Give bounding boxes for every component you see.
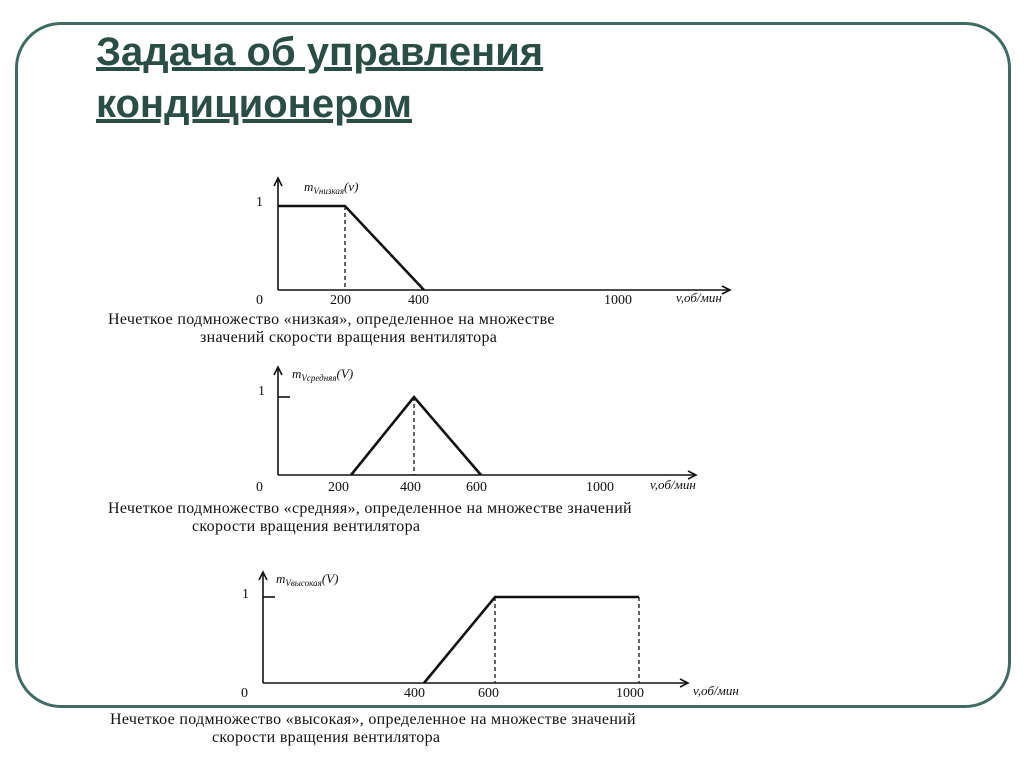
y-label-sub: Vвысокая xyxy=(285,578,322,588)
caption-line-2: скорости вращения вентилятора xyxy=(192,518,421,535)
caption-high xyxy=(110,711,636,747)
y-label-arg: (v) xyxy=(344,179,359,194)
title-line-2: кондиционером xyxy=(96,82,413,126)
caption-low xyxy=(108,311,555,347)
y-tick-one: 1 xyxy=(256,195,263,210)
x-tick: 600 xyxy=(478,686,499,701)
x-axis-unit-label: v,об/мин xyxy=(650,477,696,492)
caption-line-1: Нечеткое подмножество «средняя», определенное на множестве значений xyxy=(108,500,632,517)
title-line-1: Задача об управления xyxy=(96,30,544,74)
origin-label: 0 xyxy=(256,480,263,495)
x-tick: 400 xyxy=(404,686,425,701)
x-tick: 1000 xyxy=(586,480,614,495)
diagram-high xyxy=(241,571,739,701)
y-label-arg: (V) xyxy=(321,571,339,586)
x-tick: 200 xyxy=(330,293,351,308)
x-tick: 1000 xyxy=(604,293,632,308)
origin-label: 0 xyxy=(241,686,248,701)
caption-line-2: значений скорости вращения вентилятора xyxy=(200,329,498,346)
origin-label: 0 xyxy=(256,293,263,308)
x-tick: 400 xyxy=(408,293,429,308)
y-axis-label xyxy=(292,366,353,383)
membership-curve xyxy=(278,206,424,290)
membership-curve xyxy=(351,397,481,475)
x-tick: 600 xyxy=(466,480,487,495)
y-label-arg: (V) xyxy=(336,366,354,381)
caption-line-1: Нечеткое подмножество «высокая», определенное на множестве значений xyxy=(110,711,636,728)
x-axis-unit-label: v,об/мин xyxy=(676,290,722,305)
caption-line-2: скорости вращения вентилятора xyxy=(212,729,441,746)
x-tick: 200 xyxy=(328,480,349,495)
y-axis-label xyxy=(276,571,338,588)
diagram-medium xyxy=(256,366,696,495)
membership-curve xyxy=(424,597,639,683)
y-label-sub: Vнизкая xyxy=(313,186,345,196)
y-label-main: m xyxy=(276,571,286,586)
caption-line-1: Нечеткое подмножество «низкая», определенное на множестве xyxy=(108,311,555,328)
y-tick-one: 1 xyxy=(242,587,249,602)
x-axis-unit-label: v,об/мин xyxy=(693,683,739,698)
diagram-low xyxy=(256,178,730,308)
y-label-main: m xyxy=(292,366,302,381)
x-tick: 400 xyxy=(400,480,421,495)
x-tick: 1000 xyxy=(616,686,644,701)
y-tick-one: 1 xyxy=(258,384,265,399)
y-label-sub: Vсредняя xyxy=(301,373,337,383)
caption-medium xyxy=(108,500,632,536)
y-axis-label xyxy=(304,179,358,196)
y-label-main: m xyxy=(304,179,314,194)
